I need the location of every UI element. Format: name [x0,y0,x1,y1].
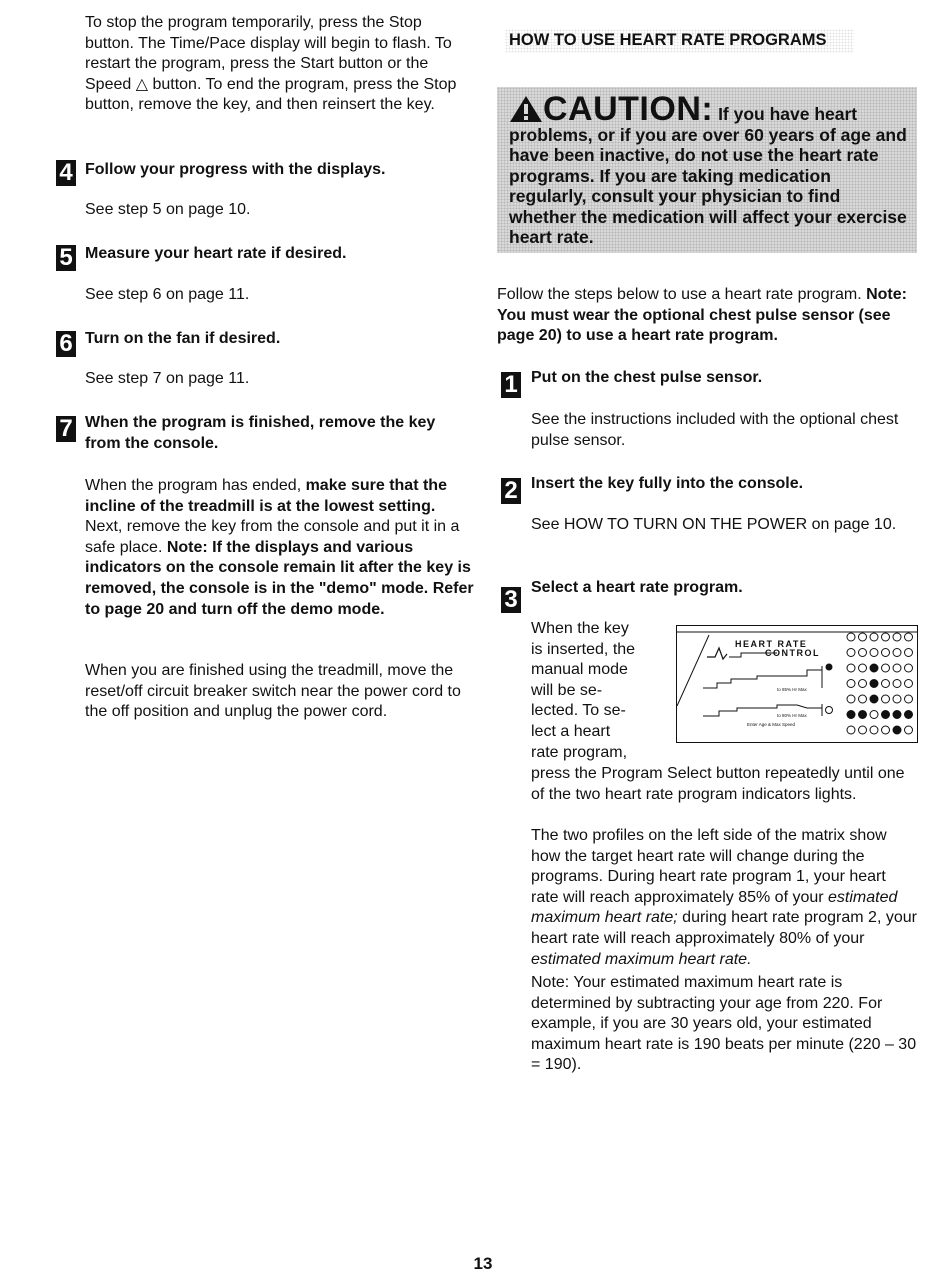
text-line: lected. To se- [531,702,626,720]
text-line: When the key [531,620,629,637]
text-run: When the program has ended, [85,477,306,494]
led-off [859,695,867,703]
led-lit [893,711,901,719]
led-off [847,695,855,703]
heart-rate-console-diagram [676,625,918,743]
warning-icon [509,104,543,124]
step-number-badge: 5 [56,245,76,271]
led-off [847,649,855,657]
led-off [847,680,855,688]
led-off [905,649,913,657]
bold-note: Note: If the displays and various indicators on the console remain lit after the key is removed, the console is in the "demo" mode. Refer to page 20 and turn off the demo mode. [85,538,474,618]
led-lit [905,711,913,719]
step-number-badge: 4 [56,160,76,186]
bold-note: Note: You must wear the optional chest pulse sensor (see page 20) to use a heart rate program. [497,286,907,345]
step-number-badge: 6 [56,331,76,357]
text-line: is inserted, the [531,640,636,658]
led-off [859,726,867,734]
text-line: manual mode [531,661,628,679]
led-off [882,680,890,688]
step-body: See the instructions included with the optional chest pulse sensor. [531,411,899,449]
led-lit [847,711,855,719]
step-body [531,826,917,970]
step-number-badge: 1 [501,372,521,398]
text-run: Follow the steps below to use a heart rate program. [497,286,867,303]
led-off [847,726,855,734]
step-body: See step 5 on page 10. [85,201,251,218]
led-off [882,726,890,734]
wrapped-text [531,619,671,763]
step-body: See HOW TO TURN ON THE POWER on page 10. [531,516,897,533]
diagram-subtitle: CONTROL [765,648,820,658]
led-lit [870,680,878,688]
step-number-badge: 3 [501,587,521,613]
step-number-badge: 7 [56,416,76,442]
heart-rate-intro [497,285,917,347]
led-lit [882,711,890,719]
program-2-label: to 80% Hr Max [777,713,807,718]
led-lit [859,711,867,719]
caution-box [497,87,917,253]
led-off [893,695,901,703]
step-body: press the Program Select button repeatedly until one of the two heart rate program indicators lights. [531,765,905,803]
step-heading: Insert the key fully into the console. [531,475,804,492]
step-heading: Select a heart rate program. [531,579,743,596]
step-heading: When the program is finished, remove the key from the console. [85,414,436,452]
caution-text [509,90,909,248]
step-body [85,476,475,620]
text-line: lect a heart [531,722,611,740]
section-title: HOW TO USE HEART RATE PROGRAMS [505,29,854,53]
italic-text: estimated maximum heart rate; [531,888,898,927]
led-off [870,711,878,719]
led-off [905,633,913,641]
led-off [882,649,890,657]
led-off [893,633,901,641]
caution-body: If you have heart problems, or if you are over 60 years of age and have been inactive, do not use the heart rate programs. If you are taking medication regularly, consult your physician to find whether the medication will affect your exercise heart rate. [509,104,907,247]
led-off [847,664,855,672]
text-line: will be se- [531,681,603,699]
step-heading: Measure your heart rate if desired. [85,245,347,262]
step-heading: Turn on the fan if desired. [85,330,281,347]
led-lit [893,726,901,734]
led-off [870,726,878,734]
led-off [859,633,867,641]
led-off [859,649,867,657]
led-off [870,633,878,641]
led-off [847,633,855,641]
diagram-caption: Enter Age & Max Speed [747,722,796,727]
step-heading: Follow your progress with the displays. [85,161,386,178]
text-run: Next, remove the key from the console and put it in a safe place. [85,518,460,556]
step-body: See step 7 on page 11. [85,370,250,387]
closing-paragraph: When you are finished using the treadmill, move the reset/off circuit breaker switch near the power cord to the off position and unplug the power cord. [85,662,461,721]
program-1-label: to 85% Hr Max [777,687,807,692]
italic-text: estimated maximum heart rate. [531,950,752,968]
led-lit [870,664,878,672]
led-lit [870,695,878,703]
caution-word: CAUTION: [543,90,714,128]
led-off [905,695,913,703]
text-line: rate program, [531,743,628,761]
note-paragraph: Note: Your estimated maximum heart rate is determined by subtracting your age from 220. For example, if you are 30 years old, your estimated maximum heart rate is 190 beats per minute (220 – 30 = 190). [531,974,917,1074]
text-run: during heart rate program 2, your heart rate will reach approximately 80% of your [531,909,917,947]
step-number-badge: 2 [501,478,521,504]
led-off [893,649,901,657]
led-off [870,649,878,657]
led-off [882,695,890,703]
intro-paragraph: To stop the program temporarily, press the Stop button. The Time/Pace display will begin to flash. To restart the program, press the Start button or the Speed △ button. To end the program, press the Stop button, remove the key, and then reinsert the key. [85,14,457,114]
led-off [859,680,867,688]
led-off [893,664,901,672]
step-heading: Put on the chest pulse sensor. [531,369,763,386]
led-off [882,633,890,641]
led-off [893,680,901,688]
led-off [905,726,913,734]
diagram-title: HEART RATE [735,639,808,649]
step-body: See step 6 on page 11. [85,286,250,303]
text-run: The two profiles on the left side of the matrix show how the target heart rate will change during the programs. During heart rate program 1, your heart rate will reach approximately 85% of your [531,827,887,906]
led-off [882,664,890,672]
page-number: 13 [473,1254,493,1273]
led-off [905,664,913,672]
led-matrix [845,629,917,739]
bold-text: make sure that the incline of the treadmill is at the lowest setting. [85,477,447,515]
led-off [859,664,867,672]
led-off [905,680,913,688]
